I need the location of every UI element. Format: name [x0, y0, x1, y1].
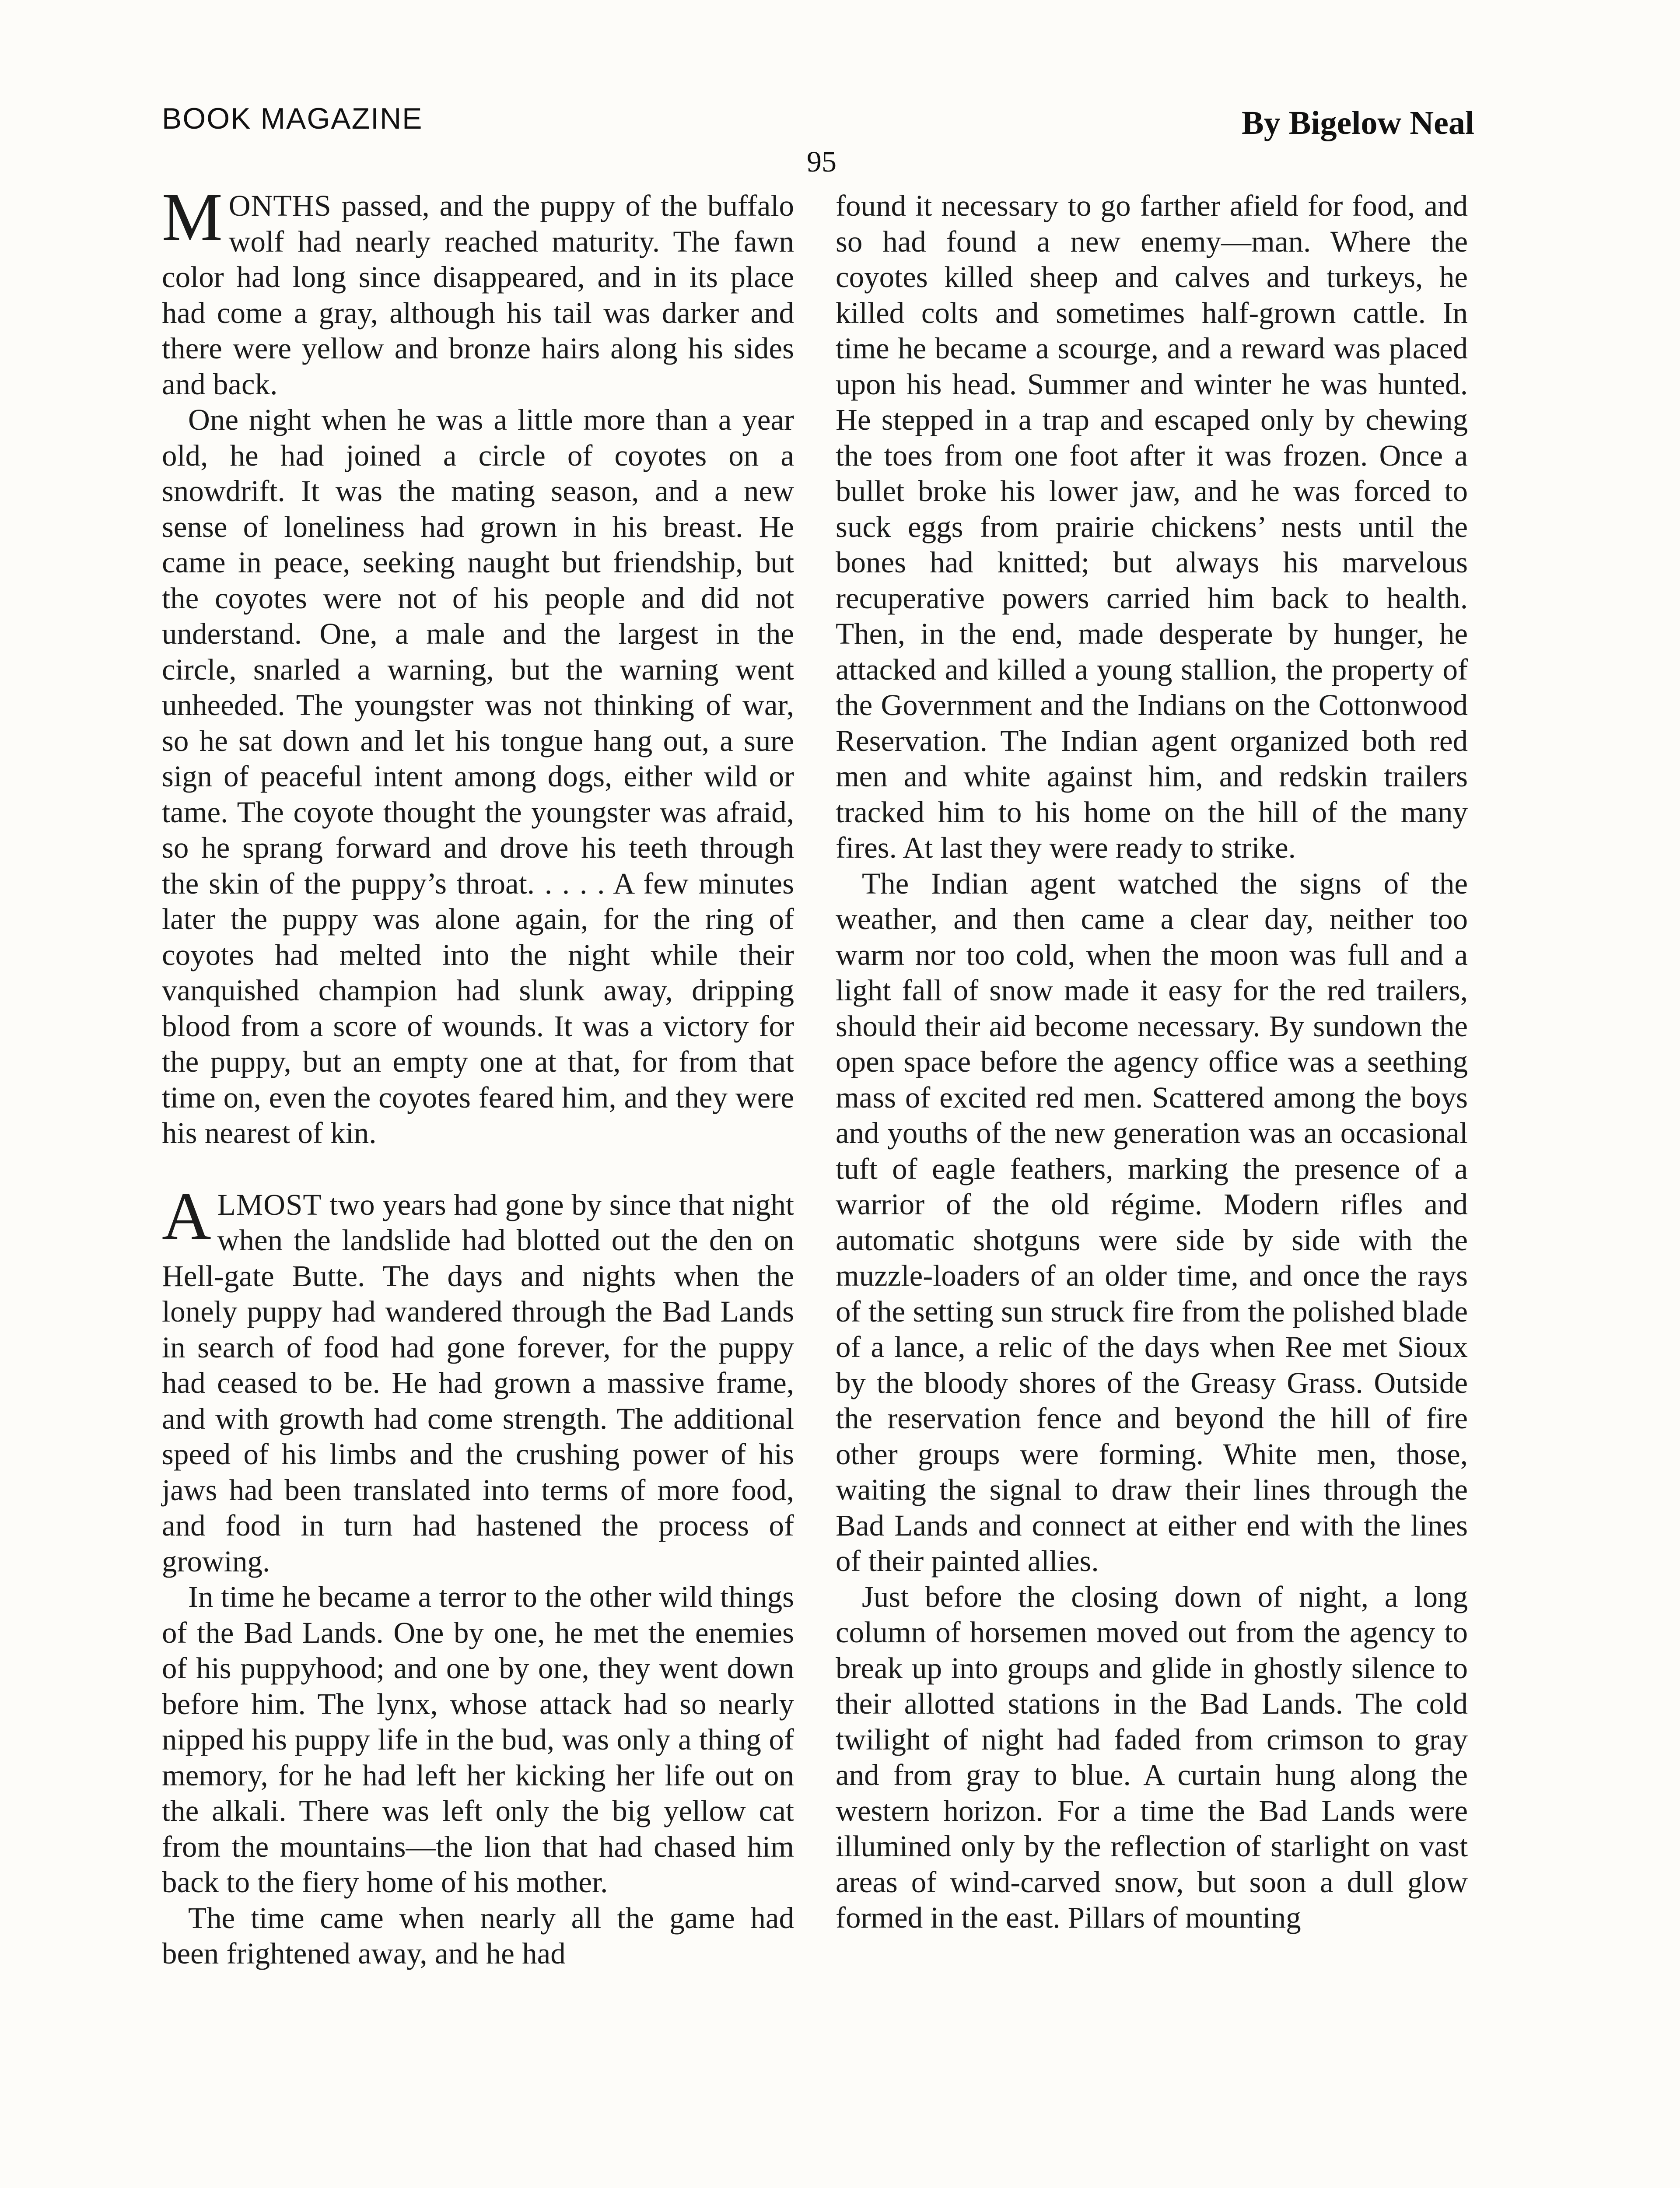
section2-opening-text: two years had gone by since that night when the landslide had blotted out the den on Hell-gate Butte. The days and nights when the lonely puppy had wandered through the Bad Lands in search of food had gone forever, for the puppy had ceased to be. He had grown a massive frame, and with growth had come strength. The additional speed of his limbs and the crushing power of his jaws had been translated into terms of more food, and food in turn had hastened the process of growing. [162, 1188, 794, 1578]
section2-paragraph-3: The time came when nearly all the game had been frightened away, and he had [162, 1901, 794, 1970]
right-paragraph-2: The Indian agent watched the signs of the weather, and then came a clear day, neither too warm nor too cold, when the moon was full and a light fall of snow made it easy for the red trailers, should their aid become necessary. By sundown the open space before the agency office was a seething mass of excited red men. Scattered among the boys and youths of the new generation was an occasional tuft of eagle feathers, marking the presence of a warrior of the old régime. Modern rifles and automatic shotguns were side by side with the muzzle-loaders of an older time, and once the rays of the setting sun struck fire from the polished blade of a lance, a relic of the days when Ree met Sioux by the bloody shores of the Greasy Grass. Outside the reservation fence and beyond the hill of fire other groups were forming. White men, those, waiting the signal to draw their lines through the Bad Lands and connect at either end with the lines of their painted allies. [836, 866, 1468, 1578]
author-byline: By Bigelow Neal [1242, 105, 1474, 141]
right-paragraph-1: found it necessary to go farther afield for food, and so had found a new enemy—man. Where the coyotes killed sheep and calves and turkeys, he killed colts and sometimes half-grown cattle. In time he became a scourge, and a reward was placed upon his head. Summer and winter he was hunted. He stepped in a trap and escaped only by chewing the toes from one foot after it was frozen. Once a bullet broke his lower jaw, and he was forced to suck eggs from prairie chickens’ nests until the bones had knitted; but always his marvelous recuperative powers carried him back to health. Then, in the end, made desperate by hunger, he attacked and killed a young stallion, the property of the Government and the Indians on the Cottonwood Reservation. The Indian agent organized both red men and white against him, and redskin trailers tracked him to his home on the hill of the many fires. At last they were ready to strike. [836, 189, 1468, 864]
section2-lead-word: LMOST [217, 1188, 322, 1221]
section1-opening-text: passed, and the puppy of the buffalo wolf had nearly reached maturity. The fawn color had long since disappeared, and in its place had come a gray, although his tail was darker and there were yellow and bronze hairs along his sides and back. [162, 189, 794, 401]
section1-lead-word: ONTHS [228, 189, 332, 222]
right-column [836, 188, 1468, 1936]
section2-opening-paragraph [162, 1178, 794, 1580]
section-break [162, 1151, 794, 1187]
dropcap-m: M [162, 179, 223, 255]
right-paragraph-3: Just before the closing down of night, a long column of horsemen moved out from the agency to break up into groups and glide in ghostly silence to their allotted stations in the Bad Lands. The cold twilight of night had faded from crimson to gray and from gray to blue. A curtain hung along the western horizon. For a time the Bad Lands were illumined only by the reflection of starlight on vast areas of wind-carved snow, but soon a dull glow formed in the east. Pillars of mounting [836, 1580, 1468, 1934]
left-column [162, 179, 794, 1972]
section2-paragraph-2: In time he became a terror to the other wild things of the Bad Lands. One by one, he met the enemies of his puppyhood; and one by one, they went down before him. The lynx, whose attack had so nearly nipped his puppy life in the bud, was only a thing of memory, for he had left her kicking her life out on the alkali. There was left only the big yellow cat from the mountains—the lion that had chased him back to the fiery home of his mother. [162, 1580, 794, 1899]
section1-paragraph-2: One night when he was a little more than a year old, he had joined a circle of coyotes on a snowdrift. It was the mating season, and a new sense of loneliness had grown in his breast. He came in peace, seeking naught but friendship, but the coyotes were not of his people and did not understand. One, a male and the largest in the circle, snarled a warning, but the warning went unheeded. The youngster was not thinking of war, so he sat down and let his tongue hang out, a sure sign of peaceful intent among dogs, either wild or tame. The coyote thought the youngster was afraid, so he sprang forward and drove his teeth through the skin of the puppy’s throat. . . . . A few minutes later the puppy was alone again, for the ring of coyotes had melted into the night while their vanquished champion had slunk away, dripping blood from a score of wounds. It was a victory for the puppy, but an empty one at that, for from that time on, even the coyotes feared him, and they were his nearest of kin. [162, 403, 794, 1150]
section1-opening-paragraph [162, 179, 794, 402]
page-number: 95 [807, 145, 836, 178]
dropcap-a: A [162, 1178, 211, 1254]
magazine-title: BOOK MAGAZINE [162, 102, 423, 135]
